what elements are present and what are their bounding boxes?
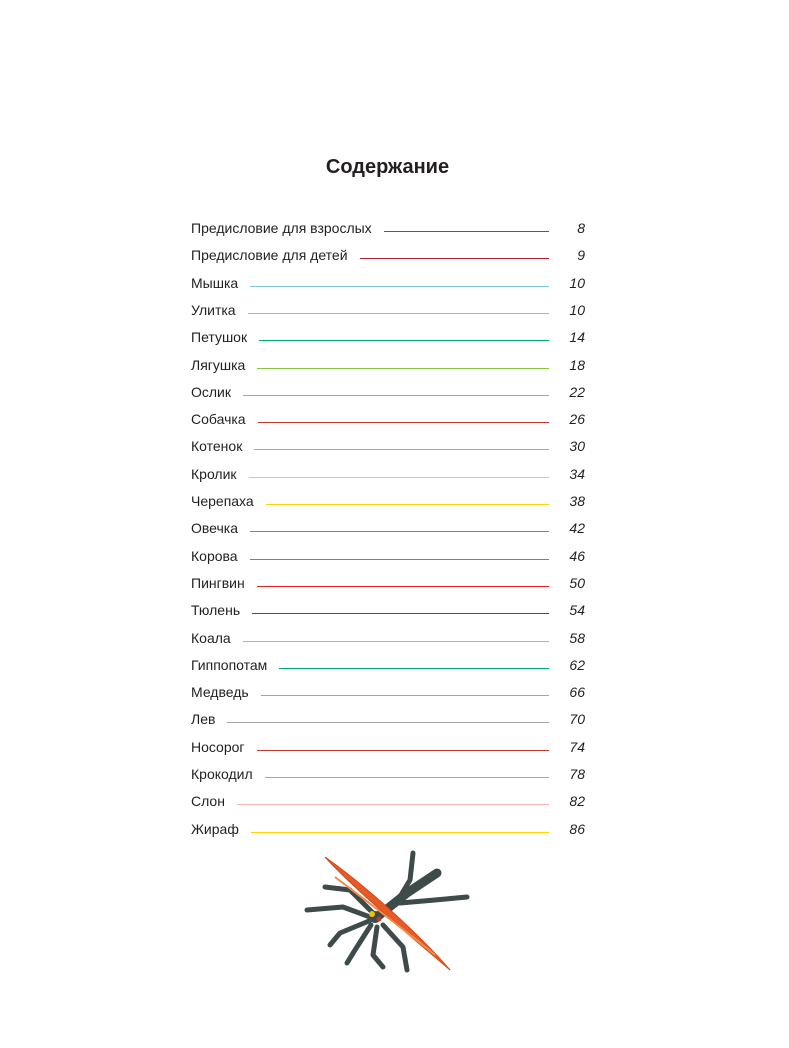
toc-page-number: 8 [577,220,585,236]
toc-entry-label: Петушок [191,329,248,346]
toc-entry-label: Овечка [191,520,239,537]
toc-leader-line [227,722,549,723]
toc-leader-line [237,804,549,805]
toc-entry-label: Лев [191,711,216,728]
toc-leader-line [243,395,549,396]
toc-entry[interactable] [191,328,585,348]
toc-entry-label: Крокодил [191,766,253,782]
toc-leader-line [265,777,549,778]
toc-entry-label: Коала [191,629,231,646]
toc-page-number: 62 [569,656,585,673]
toc-entry-label: Кролик [191,465,237,482]
toc-entry-label: Улитка [191,301,236,318]
toc-page-number: 50 [569,574,585,591]
toc-entry[interactable] [191,765,585,785]
toc-leader-line [257,750,549,751]
toc-entry-label: Предисловие для взрослых [191,220,372,236]
toc-entry-label: Котенок [191,438,243,455]
toc-entry-label: Черепаха [191,493,254,509]
toc-entry[interactable] [191,246,585,266]
toc-page-number: 66 [569,684,585,701]
toc-page-number: 54 [569,602,585,619]
toc-entry[interactable] [191,219,585,239]
toc-page-number: 46 [569,547,585,564]
toc-page-number: 42 [569,520,585,537]
toc-leader-line [250,531,549,532]
toc-page-number: 74 [569,738,585,755]
toc-entry-label: Собачка [191,411,246,428]
toc-entry-label: Жираф [191,820,239,837]
toc-entry-label: Носорог [191,738,245,755]
toc-entry-label: Ослик [191,383,232,400]
toc-leader-line [250,559,549,560]
toc-entry-label: Тюлень [191,602,241,619]
mosquito-illustration [295,845,475,980]
mosquito-icon [295,845,475,980]
toc-page-number: 38 [569,493,585,509]
toc-entry[interactable] [191,629,585,649]
toc-entry-label: Предисловие для детей [191,247,348,264]
toc-leader-line [251,832,549,833]
toc-page-number: 82 [569,793,585,810]
toc-entry[interactable] [191,383,585,403]
toc-leader-line [248,313,549,314]
toc-entry[interactable] [191,547,585,567]
toc-page-number: 70 [569,711,585,728]
toc-entry-label: Гиппопотам [191,656,268,673]
toc-entry-label: Пингвин [191,574,245,591]
toc-entry[interactable] [191,465,585,485]
toc-entry[interactable] [191,437,585,457]
toc-entry[interactable] [191,710,585,730]
toc-page-number: 26 [569,411,585,428]
toc-page-number: 18 [569,356,585,373]
toc-page-number: 58 [569,629,585,646]
toc-entry[interactable] [191,274,585,294]
toc-entry[interactable] [191,410,585,430]
toc-page-number: 78 [569,766,585,782]
toc-page-number: 86 [569,820,585,837]
toc-entry-label: Мышка [191,274,239,291]
toc-entry-label: Корова [191,547,238,564]
toc-leader-line [384,231,549,232]
toc-page-number: 9 [577,247,585,264]
toc-leader-line [266,504,549,505]
toc-leader-line [279,668,549,669]
toc-entry[interactable] [191,574,585,594]
toc-entry[interactable] [191,683,585,703]
toc-leader-line [254,449,549,450]
toc-page-number: 22 [569,383,585,400]
toc-page-number: 30 [569,438,585,455]
toc-entry[interactable] [191,519,585,539]
toc-page-number: 34 [569,465,585,482]
toc-entry-label: Слон [191,793,225,810]
toc-leader-line [249,477,549,478]
toc-entry-label: Лягушка [191,356,246,373]
toc-leader-line [259,340,549,341]
toc-entry[interactable] [191,601,585,621]
toc-entry[interactable] [191,492,585,512]
toc-leader-line [243,641,549,642]
toc-leader-line [257,368,549,369]
toc-entry[interactable] [191,820,585,840]
toc-entry[interactable] [191,738,585,758]
toc-entry[interactable] [191,301,585,321]
toc-page-number: 10 [569,274,585,291]
toc-entry[interactable] [191,356,585,376]
toc-leader-line [252,613,549,614]
toc-page-number: 10 [569,301,585,318]
toc-entry[interactable] [191,792,585,812]
toc-leader-line [258,422,549,423]
toc-leader-line [261,695,549,696]
toc-leader-line [250,286,549,287]
page-title: Содержание [325,156,450,179]
toc-leader-line [360,258,549,259]
toc-leader-line [257,586,549,587]
toc-page-number: 14 [569,329,585,346]
toc-entry-label: Медведь [191,684,249,701]
toc-entry[interactable] [191,656,585,676]
